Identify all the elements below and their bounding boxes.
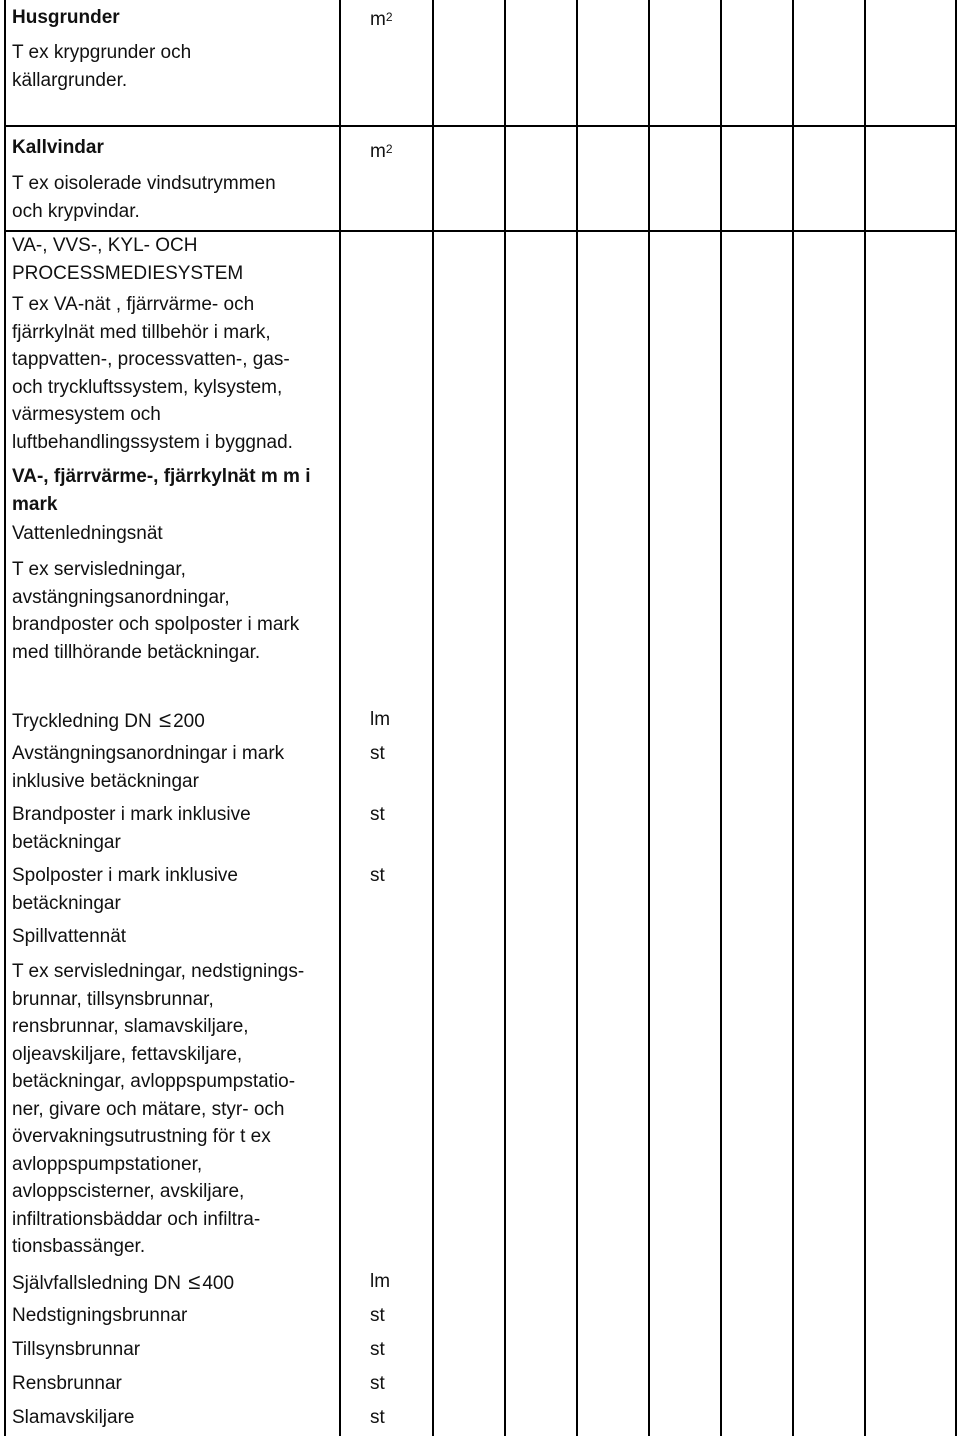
table-column-divider-4 (576, 0, 578, 1436)
table-border-right (955, 0, 957, 1436)
section-desc-husgrunder: T ex krypgrunder och källargrunder. (12, 42, 192, 91)
item-label-tillsynsbrunnar: Tillsynsbrunnar (12, 1339, 141, 1360)
table-row-divider (4, 125, 957, 127)
item-label-spolposter: Spolposter i mark inklusive betäckningar (12, 865, 238, 914)
unit-spolposter: st (370, 865, 385, 886)
section-desc-vattenledningsnat: T ex servisledningar, avstängningsanordningar, brandposter och spolposter i mark med tillhörande betäckningar. (12, 559, 300, 663)
section-desc-va-system: T ex VA-nät , fjärrvärme- och fjärrkylnät med tillbehör i mark, tappvatten-, processvatten-, gas- och tryckluftssystem, kylsystem, värmesystem och luftbehandlingssystem i byggnad. (12, 294, 293, 453)
table-column-divider-6 (720, 0, 722, 1436)
section-desc-kallvindar: T ex oisolerade vindsutrymmen och krypvindar. (12, 173, 276, 222)
table-border-left (4, 0, 6, 1436)
item-label-brandposter: Brandposter i mark inklusive betäckningar (12, 804, 251, 853)
section-title-vattenledningsnat: Vattenledningsnät (12, 523, 163, 544)
item-label-nedstigningsbrunnar: Nedstigningsbrunnar (12, 1305, 188, 1326)
unit-kallvindar: $m^2$ (370, 141, 393, 162)
table-column-divider-2 (432, 0, 434, 1436)
table-column-divider-3 (504, 0, 506, 1436)
unit-rensbrunnar: st (370, 1373, 385, 1394)
section-title-va-system: VA-, VVS-, KYL- OCH PROCESSMEDIESYSTEM (12, 235, 244, 284)
unit-brandposter: st (370, 804, 385, 825)
unit-tryckledning: lm (370, 709, 391, 730)
less-or-equal-symbol: ≤ (188, 1269, 201, 1294)
unit-sjalvfallsledning: lm (370, 1271, 391, 1292)
table-column-divider-5 (648, 0, 650, 1436)
unit-nedstigningsbrunnar: st (370, 1305, 385, 1326)
item-label-slamavskiljare: Slamavskiljare (12, 1407, 135, 1428)
section-title-kallvindar: Kallvindar (12, 137, 104, 158)
less-or-equal-symbol: ≤ (159, 707, 172, 732)
section-title-husgrunder: Husgrunder (12, 7, 120, 28)
unit-avstangningsanordningar: st (370, 743, 385, 764)
item-label-tryckledning: Tryckledning DN ≤ 200 (12, 707, 205, 732)
unit-tillsynsbrunnar: st (370, 1339, 385, 1360)
unit-slamavskiljare: st (370, 1407, 385, 1428)
table-column-divider-7 (792, 0, 794, 1436)
table-column-divider-8 (864, 0, 866, 1436)
section-title-spillvattennat: Spillvattennät (12, 926, 127, 947)
item-label-avstangningsanordningar: Avstängningsanordningar i mark inklusive betäckningar (12, 743, 285, 792)
section-desc-spillvattennat: T ex servisledningar, nedstignings- brunnar, tillsynsbrunnar, rensbrunnar, slamavskiljare, oljeavskiljare, fettavskiljare, betäckningar, avloppspumpstatio- ner, givare och mätare, styr- och övervakningsutrustning för t ex avloppspumpstationer, avloppscisterner, avskiljare, infiltrationsbäddar och infiltra- tionsbassänger. (12, 961, 305, 1257)
item-label-rensbrunnar: Rensbrunnar (12, 1373, 122, 1394)
item-label-sjalvfallsledning: Självfallsledning DN ≤ 400 (12, 1269, 235, 1294)
section-title-va-mark: VA-, fjärrvärme-, fjärrkylnät m m i mark (12, 466, 311, 515)
unit-husgrunder: $m^2$ (370, 9, 393, 30)
